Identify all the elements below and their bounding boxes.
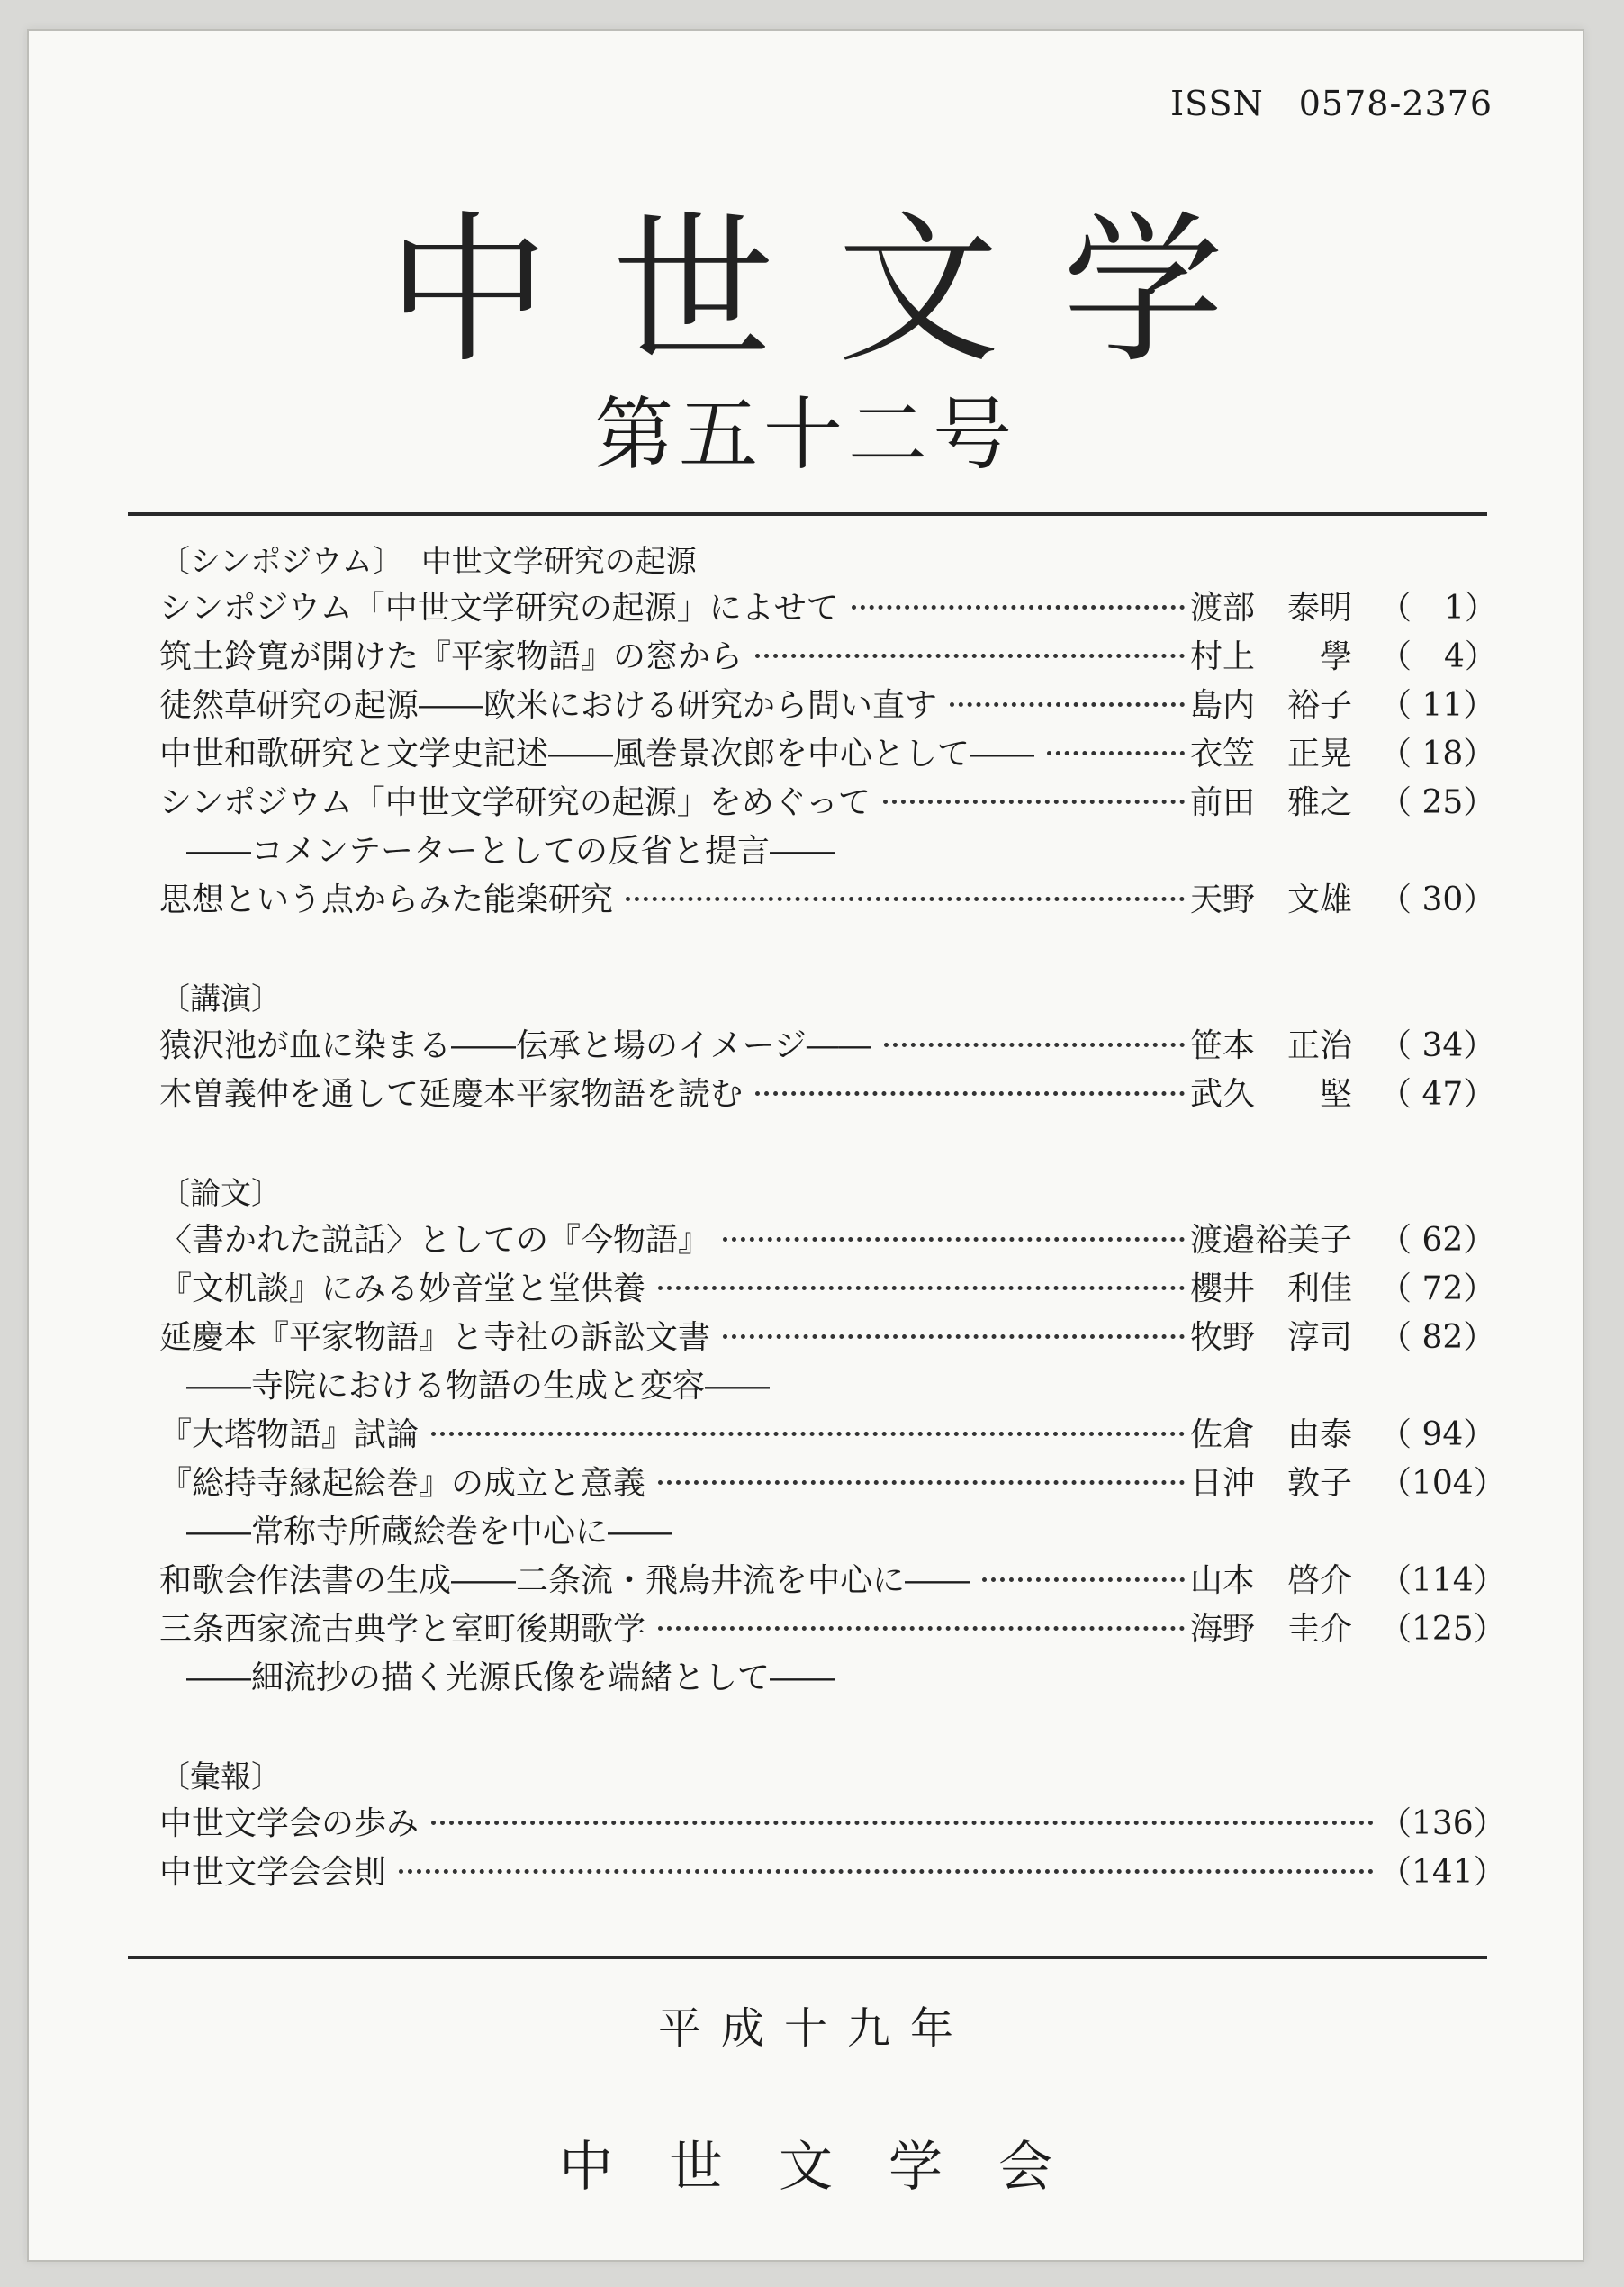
entry-page: （ 72） — [1379, 1270, 1496, 1307]
entry-author: 海野 圭介 — [1190, 1611, 1353, 1648]
issn-number: ISSN 0578-2376 — [1170, 84, 1493, 123]
entry-author: 村上 學 — [1190, 638, 1353, 675]
entry-author: 牧野 淳司 — [1190, 1319, 1353, 1356]
toc-entry — [159, 1460, 1506, 1508]
section-gap — [159, 1703, 1469, 1755]
entry-page: （ 62） — [1379, 1222, 1496, 1259]
dot-leader — [658, 1480, 1185, 1485]
entry-author: 山本 啓介 — [1190, 1562, 1353, 1599]
top-divider — [128, 512, 1487, 516]
entry-author: 佐倉 由泰 — [1190, 1416, 1353, 1453]
entry-title: 徒然草研究の起源――欧米における研究から問い直す — [159, 687, 938, 724]
toc-entry — [159, 584, 1497, 633]
entry-subtitle: ――常称寺所蔵絵巻を中心に―― — [186, 1514, 673, 1550]
entry-page: （ 47） — [1379, 1076, 1496, 1113]
section-label: 〔シンポジウム〕 — [159, 544, 403, 580]
dot-leader — [658, 1286, 1185, 1290]
entry-title: 三条西家流古典学と室町後期歌学 — [159, 1611, 646, 1648]
entry-title: 『大塔物語』試論 — [159, 1416, 420, 1453]
entry-title: 『総持寺縁起絵巻』の成立と意義 — [159, 1465, 646, 1502]
dot-leader — [950, 702, 1185, 707]
entry-title: 筑土鈴寛が開けた『平家物語』の窓から — [159, 638, 744, 675]
entry-author: 武久 堅 — [1190, 1076, 1353, 1113]
toc-entry — [159, 682, 1496, 730]
toc-entry — [159, 1411, 1496, 1460]
entry-page: （ 11） — [1379, 687, 1496, 724]
dot-leader — [723, 1237, 1185, 1242]
table-of-contents — [159, 539, 1506, 1897]
entry-title: 〈書かれた説話〉としての『今物語』 — [159, 1222, 711, 1259]
dot-leader — [884, 1043, 1185, 1047]
entry-page: （141） — [1379, 1854, 1506, 1891]
dot-leader — [755, 1091, 1185, 1096]
section-label: 〔論文〕 — [159, 1176, 282, 1212]
entry-title: 『文机談』にみる妙音堂と堂供養 — [159, 1270, 646, 1307]
dot-leader — [399, 1869, 1374, 1874]
dot-leader — [755, 654, 1185, 658]
dot-leader — [883, 800, 1185, 804]
toc-entry — [159, 1216, 1496, 1265]
section-gap — [159, 1119, 1469, 1171]
entry-author: 島内 裕子 — [1190, 687, 1353, 724]
entry-author: 前田 雅之 — [1190, 784, 1353, 821]
toc-entry — [159, 1022, 1496, 1071]
entry-author: 天野 文雄 — [1190, 881, 1353, 918]
entry-title: 中世文学会の歩み — [159, 1805, 420, 1842]
dot-leader — [1047, 751, 1185, 755]
dot-leader — [723, 1334, 1185, 1339]
entry-title: シンポジウム「中世文学研究の起源」によせて — [159, 590, 839, 627]
section-gap — [159, 925, 1469, 977]
toc-entry — [159, 779, 1496, 827]
toc-entry — [159, 876, 1496, 925]
dot-leader — [852, 605, 1185, 610]
toc-entry — [159, 1800, 1506, 1849]
section-label: 〔彙報〕 — [159, 1759, 282, 1795]
toc-entry — [159, 1071, 1496, 1119]
entry-page: （125） — [1379, 1611, 1506, 1648]
entry-page: （114） — [1379, 1562, 1506, 1599]
entry-subtitle: ――コメンテーターとしての反省と提言―― — [186, 833, 835, 870]
entry-title: 延慶本『平家物語』と寺社の訴訟文書 — [159, 1319, 711, 1356]
entry-subtitle: ――寺院における物語の生成と変容―― — [186, 1368, 771, 1405]
entry-title: 思想という点からみた能楽研究 — [159, 881, 614, 918]
entry-page: （ 82） — [1379, 1319, 1496, 1356]
toc-entry — [159, 1557, 1506, 1605]
dot-leader — [626, 897, 1185, 901]
entry-title: 中世和歌研究と文学史記述――風巻景次郎を中心として―― — [159, 736, 1035, 773]
entry-author: 笹本 正治 — [1190, 1027, 1353, 1064]
entry-page: （ 18） — [1379, 736, 1496, 773]
entry-author: 渡邉裕美子 — [1190, 1222, 1353, 1259]
dot-leader — [431, 1821, 1374, 1825]
entry-author: 渡部 泰明 — [1190, 590, 1353, 627]
bottom-divider — [128, 1956, 1487, 1959]
entry-title: 和歌会作法書の生成――二条流・飛鳥井流を中心に―― — [159, 1562, 970, 1599]
section-heading — [159, 977, 1469, 1022]
dot-leader — [982, 1577, 1185, 1582]
entry-author: 櫻井 利佳 — [1190, 1270, 1353, 1307]
entry-subtitle: ――細流抄の描く光源氏像を端緒として―― — [186, 1659, 835, 1696]
section-heading — [159, 1755, 1469, 1800]
toc-entry — [159, 633, 1497, 682]
section-heading — [159, 539, 1469, 584]
entry-page: （ 4） — [1379, 638, 1497, 675]
section-theme: 中世文学研究の起源 — [420, 544, 697, 580]
entry-page: （ 34） — [1379, 1027, 1496, 1064]
entry-page: （104） — [1379, 1465, 1506, 1502]
publisher-name: 中世文学会 — [559, 2136, 1108, 2199]
entry-title: 中世文学会会則 — [159, 1854, 387, 1891]
entry-page: （136） — [1379, 1805, 1506, 1842]
toc-entry — [159, 730, 1496, 779]
journal-title: 中世文学 — [386, 197, 1287, 385]
toc-entry — [159, 1605, 1506, 1654]
dot-leader — [658, 1626, 1185, 1631]
entry-page: （ 30） — [1379, 881, 1496, 918]
entry-page: （ 25） — [1379, 784, 1496, 821]
section-label: 〔講演〕 — [159, 981, 282, 1017]
entry-page: （ 1） — [1379, 590, 1497, 627]
journal-cover — [27, 29, 1584, 2262]
section-heading — [159, 1171, 1469, 1216]
toc-entry — [159, 1314, 1496, 1362]
toc-entry — [159, 1265, 1496, 1314]
entry-author: 日沖 敦子 — [1190, 1465, 1353, 1502]
issue-number: 第五十二号 — [593, 388, 1017, 481]
publication-year: 平成十九年 — [657, 2003, 973, 2054]
entry-page: （ 94） — [1379, 1416, 1496, 1453]
entry-title: 木曽義仲を通して延慶本平家物語を読む — [159, 1076, 744, 1113]
toc-entry — [159, 1849, 1506, 1897]
entry-author: 衣笠 正晃 — [1190, 736, 1353, 773]
entry-title: シンポジウム「中世文学研究の起源」をめぐって — [159, 784, 871, 821]
entry-title: 猿沢池が血に染まる――伝承と場のイメージ―― — [159, 1027, 871, 1064]
dot-leader — [431, 1432, 1185, 1436]
